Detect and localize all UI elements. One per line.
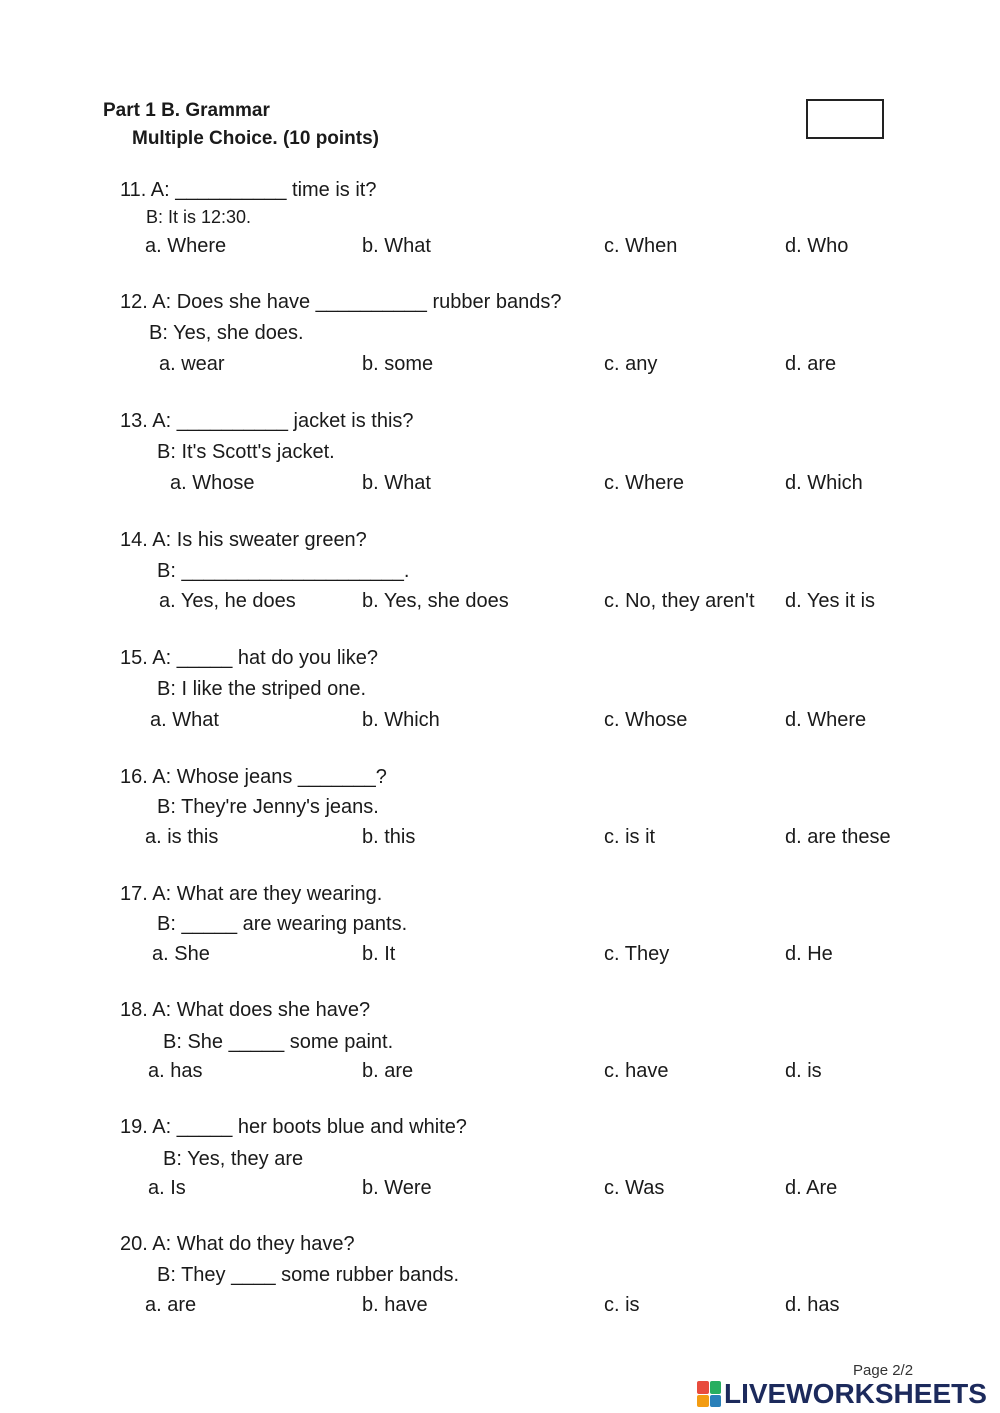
question-15-option-d[interactable]: d. Where (785, 709, 867, 731)
question-14-option-d[interactable]: d. Yes it is (785, 590, 876, 612)
question-12-option-a[interactable]: a. wear (159, 353, 225, 375)
question-13-line-a: 13. A: __________ jacket is this? (120, 410, 414, 432)
question-15-option-c[interactable]: c. Whose (604, 709, 688, 731)
question-11-line-b: B: It is 12:30. (146, 207, 252, 227)
question-20-option-b[interactable]: b. have (362, 1294, 428, 1316)
question-13-option-c[interactable]: c. Where (604, 472, 685, 494)
question-20-option-a[interactable]: a. are (145, 1294, 197, 1316)
question-19-option-a[interactable]: a. Is (148, 1177, 186, 1199)
brand-name: LIVEWORKSHEETS (724, 1378, 987, 1409)
part-title: Part 1 B. Grammar (103, 100, 270, 121)
question-17-line-a: 17. A: What are they wearing. (120, 883, 383, 905)
question-12-option-c[interactable]: c. any (604, 353, 658, 375)
question-19-option-d[interactable]: d. Are (785, 1177, 838, 1199)
score-box[interactable] (806, 99, 884, 139)
liveworksheets-logo[interactable] (697, 1378, 987, 1410)
question-15-option-a[interactable]: a. What (150, 709, 219, 731)
page-number: Page 2/2 (853, 1362, 914, 1379)
question-19-option-c[interactable]: c. Was (604, 1177, 665, 1199)
question-13-line-b: B: It's Scott's jacket. (157, 441, 335, 463)
question-20-option-c[interactable]: c. is (604, 1294, 640, 1316)
question-12-option-b[interactable]: b. some (362, 353, 434, 375)
question-12-option-d[interactable]: d. are (785, 353, 837, 375)
question-18-option-b[interactable]: b. are (362, 1060, 414, 1082)
question-16-option-c[interactable]: c. is it (604, 826, 656, 848)
question-11-option-b[interactable]: b. What (362, 235, 431, 257)
question-11-option-c[interactable]: c. When (604, 235, 678, 257)
logo-tile-green (710, 1381, 722, 1394)
question-20-option-d[interactable]: d. has (785, 1294, 840, 1316)
question-11-line-a: 11. A: __________ time is it? (120, 179, 377, 201)
logo-tile-blue (710, 1395, 722, 1408)
question-18-line-a: 18. A: What does she have? (120, 999, 371, 1021)
question-19-line-a: 19. A: _____ her boots blue and white? (120, 1116, 467, 1138)
question-15-line-a: 15. A: _____ hat do you like? (120, 647, 378, 669)
logo-tile-orange (697, 1395, 709, 1408)
question-18-option-c[interactable]: c. have (604, 1060, 669, 1082)
question-17-line-b: B: _____ are wearing pants. (157, 913, 408, 935)
question-18-option-d[interactable]: d. is (785, 1060, 822, 1082)
question-18-option-a[interactable]: a. has (148, 1060, 203, 1082)
question-17-option-a[interactable]: a. She (152, 943, 210, 965)
question-16-option-a[interactable]: a. is this (145, 826, 219, 848)
question-18-line-b: B: She _____ some paint. (163, 1031, 394, 1053)
question-11-option-a[interactable]: a. Where (145, 235, 227, 257)
question-19-option-b[interactable]: b. Were (362, 1177, 432, 1199)
question-17-option-c[interactable]: c. They (604, 943, 670, 965)
question-12-line-a: 12. A: Does she have __________ rubber bands? (120, 291, 562, 313)
question-17-option-b[interactable]: b. It (362, 943, 396, 965)
question-14-line-b: B: ____________________. (157, 560, 410, 582)
question-14-option-b[interactable]: b. Yes, she does (362, 590, 509, 612)
question-13-option-b[interactable]: b. What (362, 472, 431, 494)
question-14-option-a[interactable]: a. Yes, he does (159, 590, 296, 612)
logo-tile-red (697, 1381, 709, 1394)
question-14-line-a: 14. A: Is his sweater green? (120, 529, 367, 551)
section-title: Multiple Choice. (10 points) (132, 128, 380, 149)
question-16-line-b: B: They're Jenny's jeans. (157, 796, 379, 818)
question-16-option-d[interactable]: d. are these (785, 826, 891, 848)
liveworksheets-logo-icon (697, 1381, 721, 1407)
question-20-line-a: 20. A: What do they have? (120, 1233, 355, 1255)
question-17-option-d[interactable]: d. He (785, 943, 833, 965)
question-12-line-b: B: Yes, she does. (149, 322, 304, 344)
question-19-line-b: B: Yes, they are (163, 1148, 304, 1170)
question-15-line-b: B: I like the striped one. (157, 678, 367, 700)
question-20-line-b: B: They ____ some rubber bands. (157, 1264, 460, 1286)
question-14-option-c[interactable]: c. No, they aren't (604, 590, 755, 612)
question-13-option-a[interactable]: a. Whose (170, 472, 255, 494)
question-15-option-b[interactable]: b. Which (362, 709, 440, 731)
question-16-line-a: 16. A: Whose jeans _______? (120, 766, 387, 788)
question-16-option-b[interactable]: b. this (362, 826, 416, 848)
question-13-option-d[interactable]: d. Which (785, 472, 863, 494)
question-11-option-d[interactable]: d. Who (785, 235, 849, 257)
